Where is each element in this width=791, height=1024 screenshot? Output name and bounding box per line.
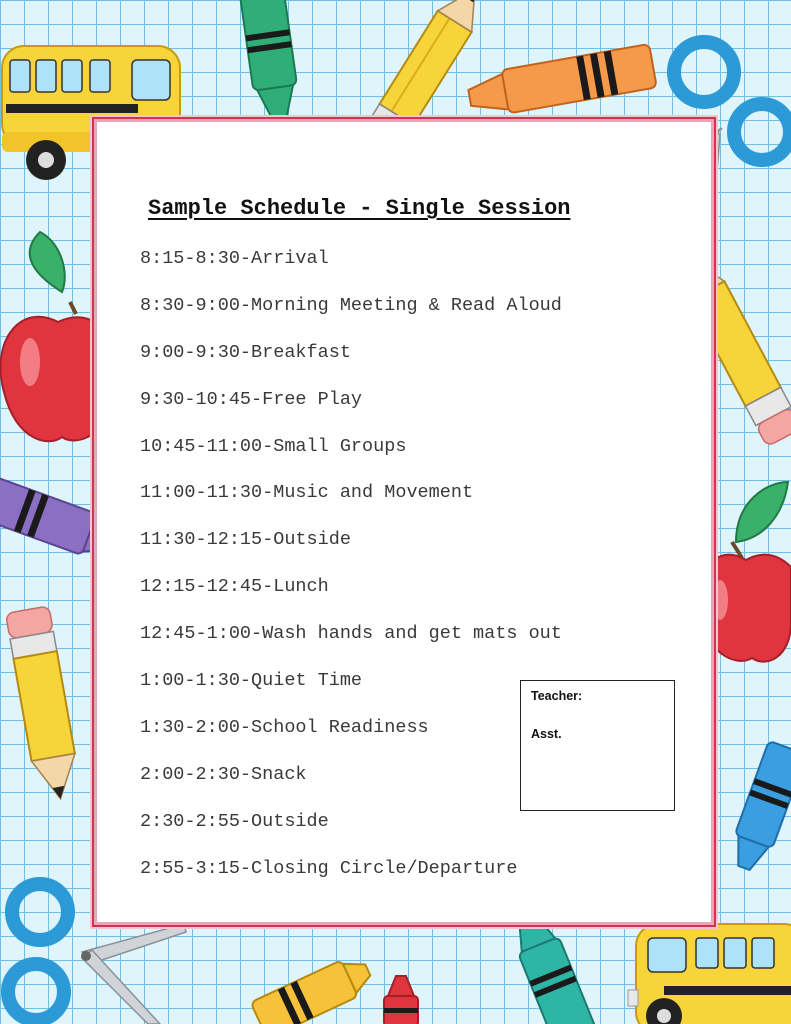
assistant-label: Asst. <box>531 727 562 741</box>
schedule-item: 11:00-11:30-Music and Movement <box>140 482 474 504</box>
staff-box <box>520 680 675 811</box>
schedule-item: 2:30-2:55-Outside <box>140 810 329 832</box>
schedule-item: 10:45-11:00-Small Groups <box>140 435 407 457</box>
schedule-item: 8:30-9:00-Morning Meeting & Read Aloud <box>140 294 562 316</box>
schedule-item: 8:15-8:30-Arrival <box>140 248 329 269</box>
teal-crayon-icon <box>496 912 606 1024</box>
schedule-item: 1:30-2:00-School Readiness <box>140 716 429 738</box>
green-crayon-icon <box>232 0 312 130</box>
schedule-item: 9:00-9:30-Breakfast <box>140 341 351 363</box>
page-title: Sample Schedule - Single Session <box>148 196 571 221</box>
schedule-item: 12:15-12:45-Lunch <box>140 576 329 598</box>
school-bus-icon <box>624 920 791 1024</box>
schedule-list <box>140 236 562 892</box>
yellow-pencil-icon <box>250 952 370 1024</box>
teacher-label: Teacher: <box>531 689 583 703</box>
red-crayon-icon <box>376 974 426 1024</box>
schedule-item: 12:45-1:00-Wash hands and get mats out <box>140 623 562 645</box>
schedule-item: 1:00-1:30-Quiet Time <box>140 670 363 692</box>
yellow-pencil-icon <box>0 600 90 810</box>
schedule-item: 9:30-10:45-Free Play <box>140 388 363 410</box>
schedule-item: 2:55-3:15-Closing Circle/Departure <box>140 857 518 879</box>
blue-crayon-icon <box>730 752 791 872</box>
schedule-item: 11:30-12:15-Outside <box>140 529 351 551</box>
schedule-item: 2:00-2:30-Snack <box>140 763 307 785</box>
